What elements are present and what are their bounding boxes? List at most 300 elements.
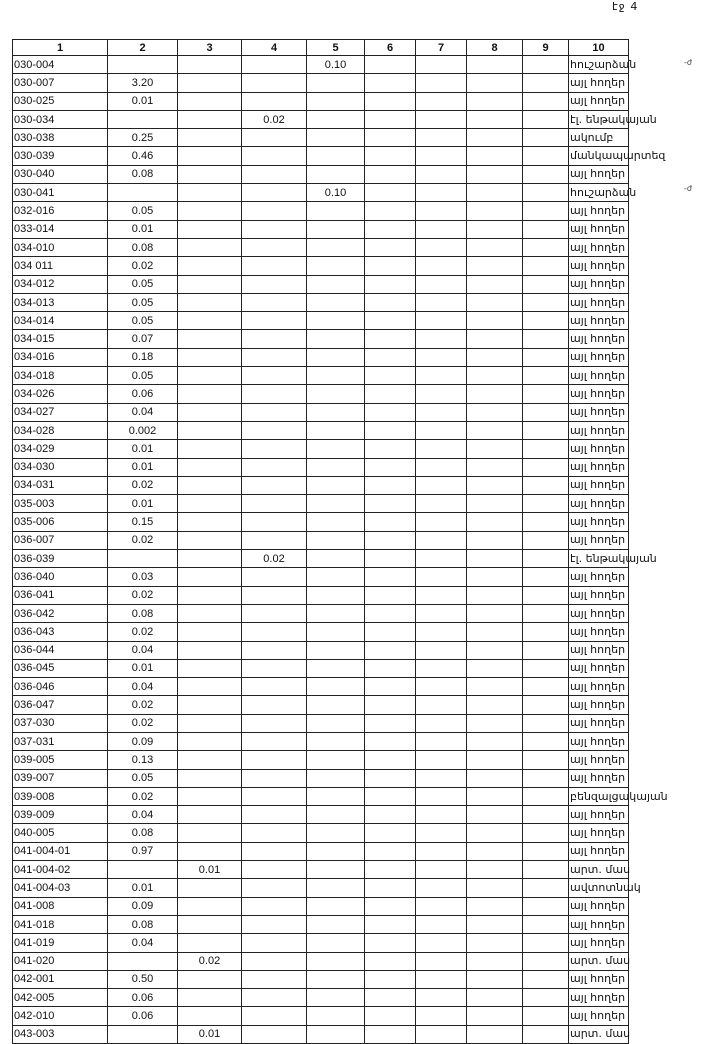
cell-col-3 <box>178 476 242 494</box>
cell-col-10: այլ հողեր <box>569 367 629 385</box>
cell-col-8 <box>467 440 523 458</box>
land-parcel-table <box>12 39 668 1044</box>
cell-col-7 <box>416 678 467 696</box>
cell-col-10: այլ հողեր <box>569 458 629 476</box>
cell-col-5 <box>307 769 365 787</box>
cell-col-2: 0.08 <box>108 824 178 842</box>
cell-col-6 <box>365 824 416 842</box>
cell-col-2: 0.05 <box>108 769 178 787</box>
table-body <box>13 56 668 1044</box>
cell-col-8 <box>467 147 523 165</box>
cell-col-7 <box>416 879 467 897</box>
cell-col-9 <box>523 330 569 348</box>
cell-col-7 <box>416 476 467 494</box>
cell-col-1: 036-041 <box>13 586 108 604</box>
cell-col-3 <box>178 696 242 714</box>
cell-col-8 <box>467 550 523 568</box>
cell-col-1: 034-029 <box>13 440 108 458</box>
cell-col-2: 0.05 <box>108 202 178 220</box>
cell-col-2: 0.01 <box>108 440 178 458</box>
cell-col-6 <box>365 238 416 256</box>
table-row <box>13 934 629 952</box>
cell-col-8 <box>467 184 523 202</box>
cell-col-4 <box>242 220 307 238</box>
table-row <box>13 806 629 824</box>
cell-col-10: արտ. մաս <box>569 952 629 970</box>
cell-col-7 <box>416 312 467 330</box>
cell-col-9 <box>523 568 569 586</box>
table-row <box>13 623 629 641</box>
cell-col-9 <box>523 678 569 696</box>
cell-col-1: 041-020 <box>13 952 108 970</box>
cell-col-9 <box>523 385 569 403</box>
cell-col-9 <box>523 641 569 659</box>
margin-mark-top: -ժ <box>684 58 693 67</box>
cell-col-9 <box>523 915 569 933</box>
table-row <box>13 165 629 183</box>
cell-col-8 <box>467 458 523 476</box>
cell-col-8 <box>467 129 523 147</box>
cell-col-6 <box>365 934 416 952</box>
cell-col-5 <box>307 275 365 293</box>
cell-col-3 <box>178 56 242 74</box>
cell-col-10: այլ հողեր <box>569 970 629 988</box>
cell-col-9 <box>523 1025 569 1043</box>
cell-col-7 <box>416 403 467 421</box>
column-header-1: 1 <box>13 40 108 56</box>
cell-col-9 <box>523 842 569 860</box>
cell-col-4 <box>242 586 307 604</box>
cell-col-2: 0.46 <box>108 147 178 165</box>
cell-col-3 <box>178 604 242 622</box>
cell-col-1: 035-006 <box>13 513 108 531</box>
cell-col-4 <box>242 202 307 220</box>
cell-col-8 <box>467 275 523 293</box>
table-row <box>13 238 629 256</box>
cell-col-3 <box>178 550 242 568</box>
table-row <box>13 421 629 439</box>
cell-col-8 <box>467 586 523 604</box>
cell-col-6 <box>365 678 416 696</box>
cell-col-10: այլ հողեր <box>569 165 629 183</box>
cell-col-5 <box>307 732 365 750</box>
cell-col-9 <box>523 531 569 549</box>
cell-col-10: այլ հողեր <box>569 495 629 513</box>
cell-col-4: 0.02 <box>242 110 307 128</box>
cell-col-4 <box>242 1007 307 1025</box>
cell-col-2: 0.08 <box>108 238 178 256</box>
cell-col-4 <box>242 861 307 879</box>
cell-col-10: այլ հողեր <box>569 293 629 311</box>
cell-col-3 <box>178 586 242 604</box>
cell-col-10: ակումբ <box>569 129 629 147</box>
cell-col-5 <box>307 220 365 238</box>
cell-col-3 <box>178 312 242 330</box>
cell-col-1: 037-031 <box>13 732 108 750</box>
cell-col-4 <box>242 732 307 750</box>
cell-col-9 <box>523 824 569 842</box>
cell-col-5 <box>307 531 365 549</box>
cell-col-3 <box>178 184 242 202</box>
cell-col-6 <box>365 220 416 238</box>
cell-col-8 <box>467 476 523 494</box>
cell-col-6 <box>365 458 416 476</box>
cell-col-2: 0.01 <box>108 458 178 476</box>
column-header-4: 4 <box>242 40 307 56</box>
column-header-8: 8 <box>467 40 523 56</box>
cell-col-9 <box>523 476 569 494</box>
cell-col-9 <box>523 952 569 970</box>
cell-col-4 <box>242 696 307 714</box>
cell-col-2: 0.05 <box>108 367 178 385</box>
cell-col-9 <box>523 220 569 238</box>
table-row <box>13 732 629 750</box>
cell-col-1: 036-045 <box>13 659 108 677</box>
cell-col-3 <box>178 897 242 915</box>
cell-col-4 <box>242 458 307 476</box>
cell-col-6 <box>365 604 416 622</box>
cell-col-10: արտ. մաս <box>569 861 629 879</box>
cell-col-3 <box>178 385 242 403</box>
cell-col-4 <box>242 879 307 897</box>
cell-col-9 <box>523 74 569 92</box>
cell-col-1: 030-039 <box>13 147 108 165</box>
cell-col-5: 0.10 <box>307 184 365 202</box>
cell-col-4 <box>242 897 307 915</box>
cell-col-6 <box>365 385 416 403</box>
cell-col-10: էլ. ենթակայան <box>569 550 629 568</box>
cell-col-7 <box>416 56 467 74</box>
cell-col-10: այլ հողեր <box>569 568 629 586</box>
cell-col-4 <box>242 787 307 805</box>
cell-col-4 <box>242 806 307 824</box>
cell-col-5 <box>307 458 365 476</box>
cell-col-6 <box>365 275 416 293</box>
table-row <box>13 348 629 366</box>
cell-col-5 <box>307 897 365 915</box>
cell-col-6 <box>365 421 416 439</box>
cell-col-5 <box>307 952 365 970</box>
cell-col-9 <box>523 202 569 220</box>
cell-col-10: մանկապարտեզ <box>569 147 629 165</box>
cell-col-4 <box>242 257 307 275</box>
table-row <box>13 861 629 879</box>
cell-col-4 <box>242 312 307 330</box>
cell-col-6 <box>365 92 416 110</box>
cell-col-10: այլ հողեր <box>569 751 629 769</box>
table-row <box>13 641 629 659</box>
cell-col-2: 0.08 <box>108 915 178 933</box>
cell-col-7 <box>416 129 467 147</box>
cell-col-8 <box>467 696 523 714</box>
cell-col-2: 0.25 <box>108 129 178 147</box>
table-row <box>13 513 629 531</box>
cell-col-7 <box>416 147 467 165</box>
cell-col-4 <box>242 513 307 531</box>
cell-col-1: 034-030 <box>13 458 108 476</box>
cell-col-2: 0.04 <box>108 806 178 824</box>
column-header-7: 7 <box>416 40 467 56</box>
cell-col-9 <box>523 403 569 421</box>
cell-col-8 <box>467 915 523 933</box>
cell-col-6 <box>365 696 416 714</box>
cell-col-4 <box>242 440 307 458</box>
cell-col-5 <box>307 367 365 385</box>
cell-col-5 <box>307 934 365 952</box>
table-row <box>13 568 629 586</box>
cell-col-7 <box>416 623 467 641</box>
cell-col-5 <box>307 421 365 439</box>
cell-col-5 <box>307 659 365 677</box>
cell-col-6 <box>365 842 416 860</box>
cell-col-2: 0.02 <box>108 787 178 805</box>
cell-col-10: այլ հողեր <box>569 586 629 604</box>
table-row <box>13 714 629 732</box>
cell-col-8 <box>467 787 523 805</box>
cell-col-6 <box>365 147 416 165</box>
cell-col-10: այլ հողեր <box>569 257 629 275</box>
page-number-label: էջ 4 <box>612 0 639 13</box>
cell-col-2: 3.20 <box>108 74 178 92</box>
cell-col-5 <box>307 696 365 714</box>
cell-col-4 <box>242 623 307 641</box>
cell-col-8 <box>467 842 523 860</box>
cell-col-5 <box>307 989 365 1007</box>
cell-col-1: 030-034 <box>13 110 108 128</box>
cell-col-3 <box>178 915 242 933</box>
cell-col-9 <box>523 257 569 275</box>
cell-col-6 <box>365 348 416 366</box>
table-row <box>13 678 629 696</box>
column-header-3: 3 <box>178 40 242 56</box>
cell-col-6 <box>365 367 416 385</box>
cell-col-1: 034-026 <box>13 385 108 403</box>
cell-col-3 <box>178 495 242 513</box>
cell-col-9 <box>523 165 569 183</box>
column-header-9: 9 <box>523 40 569 56</box>
cell-col-7 <box>416 330 467 348</box>
table-row <box>13 550 629 568</box>
cell-col-2 <box>108 184 178 202</box>
cell-col-9 <box>523 110 569 128</box>
cell-col-2: 0.02 <box>108 623 178 641</box>
cell-col-3 <box>178 787 242 805</box>
cell-col-6 <box>365 769 416 787</box>
cell-col-1: 030-040 <box>13 165 108 183</box>
table-row <box>13 147 629 165</box>
cell-col-2: 0.02 <box>108 257 178 275</box>
cell-col-3 <box>178 165 242 183</box>
cell-col-5 <box>307 641 365 659</box>
cell-col-5 <box>307 476 365 494</box>
cell-col-6 <box>365 165 416 183</box>
cell-col-5 <box>307 824 365 842</box>
table-row <box>13 495 629 513</box>
cell-col-4 <box>242 92 307 110</box>
cell-col-7 <box>416 220 467 238</box>
cell-col-1: 034-015 <box>13 330 108 348</box>
cell-col-4 <box>242 293 307 311</box>
cell-col-6 <box>365 440 416 458</box>
cell-col-5 <box>307 385 365 403</box>
column-header-6: 6 <box>365 40 416 56</box>
cell-col-10: այլ հողեր <box>569 440 629 458</box>
table-row <box>13 1007 629 1025</box>
cell-col-2: 0.15 <box>108 513 178 531</box>
cell-col-7 <box>416 92 467 110</box>
cell-col-3 <box>178 623 242 641</box>
cell-col-3 <box>178 238 242 256</box>
cell-col-3 <box>178 202 242 220</box>
cell-col-8 <box>467 641 523 659</box>
cell-col-8 <box>467 1007 523 1025</box>
cell-col-5 <box>307 257 365 275</box>
cell-col-5 <box>307 92 365 110</box>
cell-col-8 <box>467 202 523 220</box>
cell-col-9 <box>523 367 569 385</box>
column-header-5: 5 <box>307 40 365 56</box>
cell-col-1: 034-014 <box>13 312 108 330</box>
cell-col-10: այլ հողեր <box>569 220 629 238</box>
cell-col-5 <box>307 623 365 641</box>
cell-col-4 <box>242 641 307 659</box>
cell-col-5 <box>307 110 365 128</box>
cell-col-5 <box>307 129 365 147</box>
cell-col-2: 0.09 <box>108 732 178 750</box>
cell-col-7 <box>416 348 467 366</box>
cell-col-4 <box>242 147 307 165</box>
table-row <box>13 531 629 549</box>
cell-col-6 <box>365 1007 416 1025</box>
cell-col-6 <box>365 732 416 750</box>
cell-col-6 <box>365 586 416 604</box>
cell-col-10: այլ հողեր <box>569 934 629 952</box>
cell-col-9 <box>523 92 569 110</box>
cell-col-9 <box>523 1007 569 1025</box>
cell-col-9 <box>523 861 569 879</box>
cell-col-10: հուշարձան <box>569 184 629 202</box>
cell-col-6 <box>365 74 416 92</box>
table-row <box>13 897 629 915</box>
cell-col-2: 0.50 <box>108 970 178 988</box>
cell-col-1: 037-030 <box>13 714 108 732</box>
cell-col-7 <box>416 531 467 549</box>
cell-col-3 <box>178 367 242 385</box>
cell-col-6 <box>365 714 416 732</box>
column-header-10: 10 <box>569 40 629 56</box>
cell-col-1: 042-005 <box>13 989 108 1007</box>
cell-col-10: այլ հողեր <box>569 769 629 787</box>
cell-col-2 <box>108 952 178 970</box>
cell-col-6 <box>365 257 416 275</box>
cell-col-5 <box>307 312 365 330</box>
cell-col-4 <box>242 604 307 622</box>
cell-col-9 <box>523 623 569 641</box>
cell-col-10: այլ հողեր <box>569 476 629 494</box>
cell-col-10: այլ հողեր <box>569 202 629 220</box>
cell-col-1: 036-039 <box>13 550 108 568</box>
cell-col-6 <box>365 531 416 549</box>
cell-col-1: 030-007 <box>13 74 108 92</box>
cell-col-8 <box>467 714 523 732</box>
cell-col-3 <box>178 531 242 549</box>
cell-col-6 <box>365 970 416 988</box>
cell-col-10: հուշարձան <box>569 56 629 74</box>
cell-col-5 <box>307 440 365 458</box>
cell-col-2: 0.03 <box>108 568 178 586</box>
cell-col-7 <box>416 367 467 385</box>
cell-col-8 <box>467 110 523 128</box>
cell-col-7 <box>416 897 467 915</box>
cell-col-7 <box>416 915 467 933</box>
cell-col-1: 035-003 <box>13 495 108 513</box>
cell-col-7 <box>416 421 467 439</box>
cell-col-8 <box>467 348 523 366</box>
cell-col-10: այլ հողեր <box>569 678 629 696</box>
cell-col-3 <box>178 74 242 92</box>
cell-col-3 <box>178 732 242 750</box>
table-header-row <box>13 40 629 56</box>
cell-col-9 <box>523 238 569 256</box>
cell-col-9 <box>523 458 569 476</box>
cell-col-10: այլ հողեր <box>569 74 629 92</box>
cell-col-1: 042-001 <box>13 970 108 988</box>
cell-col-2: 0.06 <box>108 1007 178 1025</box>
cell-col-7 <box>416 513 467 531</box>
cell-col-6 <box>365 550 416 568</box>
cell-col-6 <box>365 861 416 879</box>
cell-col-7 <box>416 751 467 769</box>
cell-col-9 <box>523 275 569 293</box>
cell-col-7 <box>416 659 467 677</box>
cell-col-7 <box>416 238 467 256</box>
cell-col-7 <box>416 440 467 458</box>
cell-col-3: 0.02 <box>178 952 242 970</box>
table-row <box>13 476 629 494</box>
cell-col-6 <box>365 952 416 970</box>
cell-col-7 <box>416 293 467 311</box>
cell-col-7 <box>416 861 467 879</box>
cell-col-7 <box>416 165 467 183</box>
cell-col-5 <box>307 147 365 165</box>
cell-col-10: այլ հողեր <box>569 330 629 348</box>
cell-col-10: այլ հողեր <box>569 385 629 403</box>
cell-col-4 <box>242 495 307 513</box>
cell-col-2: 0.05 <box>108 275 178 293</box>
cell-col-5 <box>307 751 365 769</box>
cell-col-6 <box>365 476 416 494</box>
cell-col-3 <box>178 147 242 165</box>
cell-col-6 <box>365 56 416 74</box>
cell-col-2: 0.05 <box>108 293 178 311</box>
cell-col-6 <box>365 623 416 641</box>
cell-col-1: 036-047 <box>13 696 108 714</box>
cell-col-6 <box>365 293 416 311</box>
cell-col-2 <box>108 110 178 128</box>
cell-col-5 <box>307 348 365 366</box>
table-row <box>13 184 629 202</box>
cell-col-8 <box>467 604 523 622</box>
cell-col-8 <box>467 165 523 183</box>
table-row <box>13 989 629 1007</box>
cell-col-8 <box>467 74 523 92</box>
cell-col-2: 0.01 <box>108 92 178 110</box>
cell-col-1: 033-014 <box>13 220 108 238</box>
cell-col-4 <box>242 970 307 988</box>
cell-col-2: 0.01 <box>108 659 178 677</box>
cell-col-6 <box>365 989 416 1007</box>
cell-col-10: այլ հողեր <box>569 348 629 366</box>
